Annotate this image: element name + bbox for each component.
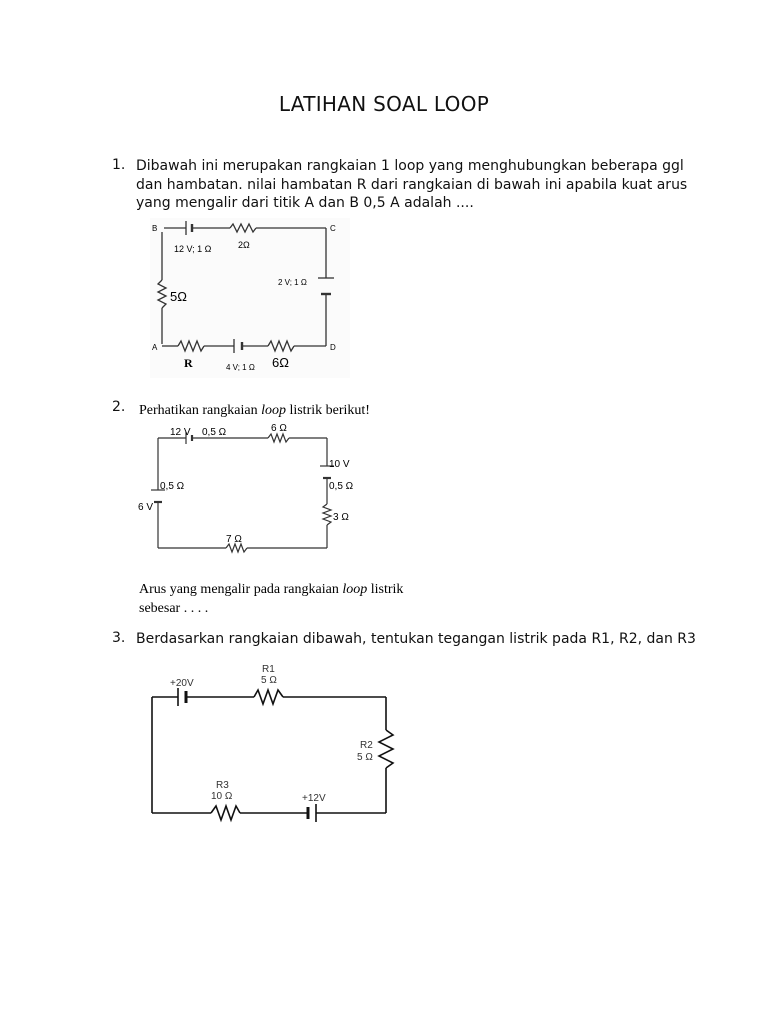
- resistor-r1-name: R1: [262, 664, 275, 675]
- source-20v-label: +20V: [170, 678, 194, 689]
- question-1-number: 1.: [112, 157, 126, 173]
- source-12v-label: +12V: [302, 793, 326, 804]
- page-title: LATIHAN SOAL LOOP: [278, 92, 490, 116]
- source-10v-label: 10 V: [329, 459, 350, 470]
- node-d-label: D: [330, 343, 336, 352]
- resistor-3ohm-label: 3 Ω: [333, 512, 349, 523]
- resistor-r3-name: R3: [216, 780, 229, 791]
- source-6v-label: 6 V: [138, 502, 154, 513]
- source-12v-label: 12 V: [170, 427, 191, 438]
- resistor-2ohm-label: 2Ω: [238, 240, 250, 250]
- question-3-number: 3.: [112, 630, 126, 646]
- resistor-5ohm-label: 5Ω: [170, 289, 187, 304]
- node-a-label: A: [152, 343, 158, 352]
- source-2v-label: 2 V; 1 Ω: [278, 278, 307, 287]
- question-1-circuit-figure: [150, 218, 350, 382]
- resistor-7ohm-label: 7 Ω: [226, 534, 242, 545]
- source-6v-resistance-label: 0,5 Ω: [160, 481, 185, 492]
- question-2-outro-line2: sebesar . . . .: [139, 601, 209, 616]
- question-2-outro: Arus yang mengalir pada rangkaian loop listrik: [139, 582, 404, 597]
- resistor-r2-value: 5 Ω: [357, 752, 373, 763]
- source-12v-resistance-label: 0,5 Ω: [202, 427, 227, 438]
- question-2-number: 2.: [112, 399, 126, 415]
- resistor-r2-name: R2: [360, 740, 373, 751]
- question-1-text: Dibawah ini merupakan rangkaian 1 loop yang menghubungkan beberapa ggl dan hambatan. nilai hambatan R dari rangkaian di bawah ini apabila kuat arus yang mengalir dari titik A dan B 0,5 A adalah ....: [136, 158, 688, 211]
- resistor-6ohm-label: 6Ω: [272, 355, 289, 370]
- node-c-label: C: [330, 224, 336, 233]
- source-12v-label: 12 V; 1 Ω: [174, 244, 212, 254]
- source-4v-label: 4 V; 1 Ω: [226, 363, 255, 372]
- question-2-figure: [136, 398, 456, 624]
- resistor-r3-value: 10 Ω: [211, 791, 233, 802]
- node-b-label: B: [152, 224, 158, 233]
- question-2-intro: Perhatikan rangkaian loop listrik berikut!: [139, 403, 370, 418]
- source-10v-resistance-label: 0,5 Ω: [329, 481, 354, 492]
- question-3-text: Berdasarkan rangkaian dibawah, tentukan tegangan listrik pada R1, R2, dan R3: [136, 631, 696, 647]
- question-3-circuit-figure: [150, 660, 400, 834]
- resistor-6ohm-label: 6 Ω: [271, 423, 287, 434]
- resistor-r-label: R: [184, 356, 193, 370]
- resistor-r1-value: 5 Ω: [261, 675, 277, 686]
